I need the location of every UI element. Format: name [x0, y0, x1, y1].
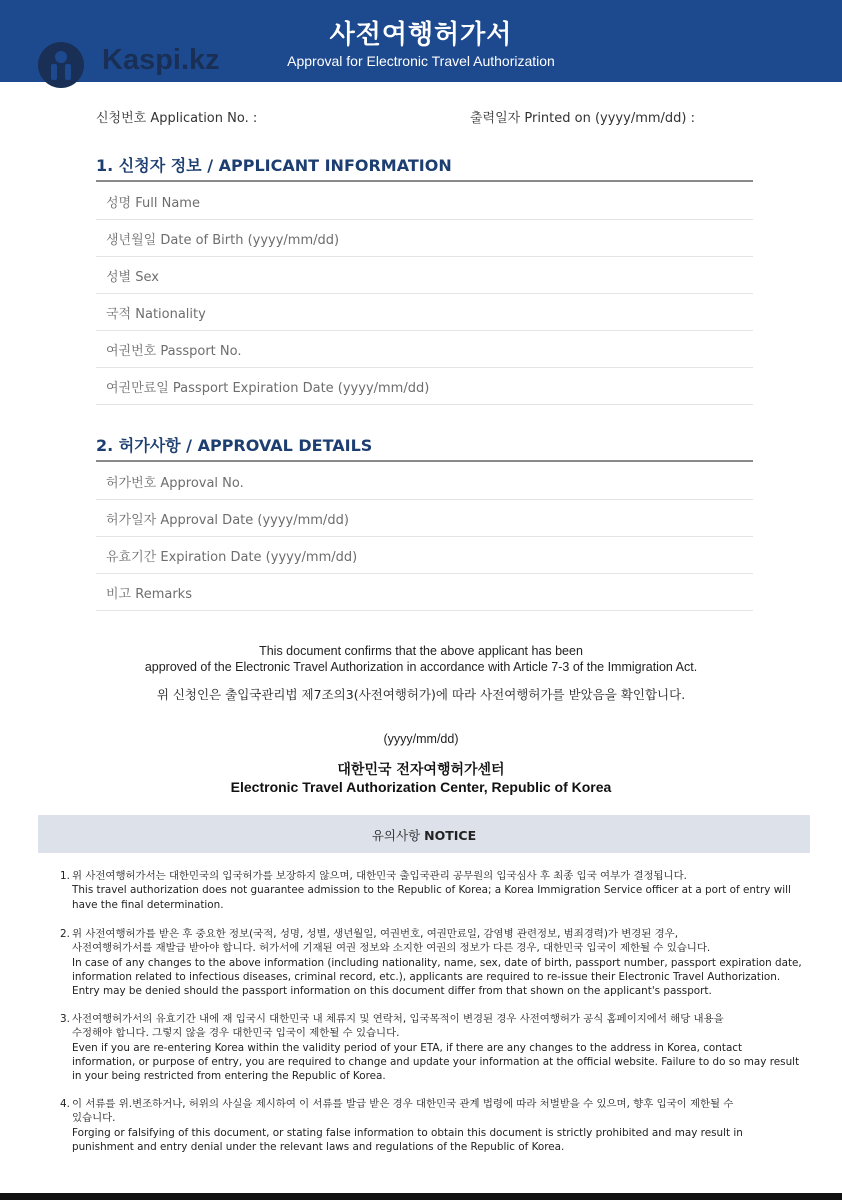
notice-line: information, or purpose of entry, you are required to change and update your information at the official website. Failure to do so may result [72, 1055, 800, 1068]
notice-line: in your being restricted from entering the Republic of Korea. [72, 1070, 386, 1083]
kaspi-logo-icon [36, 40, 86, 94]
field-row-expiration-date [96, 536, 753, 574]
notice-item-text [72, 927, 802, 998]
field-label: 허가일자 Approval Date (yyyy/mm/dd) [106, 513, 349, 528]
field-label: 여권번호 Passport No. [106, 344, 242, 359]
notice-item-text [72, 1097, 790, 1154]
notice-item-number: 2. [60, 928, 70, 940]
confirmation-text-line-1: This document confirms that the above applicant has been [259, 644, 583, 658]
notice-line: 사전여행허가서의 유효기간 내에 재 입국시 대한민국 내 체류지 및 연락처, 입국목적이 변경된 경우 사전여행허가 공식 홈페이지에서 해당 내용을 [72, 1013, 724, 1025]
notice-line: 위 사전여행허가를 받은 후 중요한 정보(국적, 성명, 성별, 생년월일, 여권번호, 여권만료일, 감염병 관련정보, 범죄경력)가 변경된 경우, [72, 928, 679, 940]
field-row-passport-expiration [96, 367, 753, 405]
field-row-passport-no [96, 330, 753, 368]
notice-line: Even if you are re-entering Korea within the validity period of your ETA, if there are any changes to the address in Korea, contact [72, 1041, 743, 1054]
field-row-approval-date [96, 499, 753, 537]
notice-line: 사전여행허가서를 재발급 받아야 합니다. 허가서에 기재된 여권 정보와 소지한 여권의 정보가 다른 경우, 대한민국 입국이 제한될 수 있습니다. [72, 942, 711, 955]
applicant-information-heading: 1. 신청자 정보 / APPLICANT INFORMATION [96, 156, 452, 175]
notice-header-bar [38, 815, 810, 853]
field-row-approval-no [96, 462, 753, 500]
document-title-korean: 사전여행허가서 [329, 20, 513, 50]
notice-line: 수정해야 합니다. 그렇지 않을 경우 대한민국 입국이 제한될 수 있습니다. [72, 1027, 400, 1040]
field-label: 여권만료일 Passport Expiration Date (yyyy/mm/dd) [106, 381, 430, 396]
application-number-label: 신청번호 Application No. : [96, 111, 258, 126]
confirmation-text-korean: 위 신청인은 출입국관리법 제7조의3(사전여행허가)에 따라 사전여행허가를 받았음을 확인합니다. [156, 687, 686, 702]
field-label: 성별 Sex [106, 270, 159, 285]
field-label: 유효기간 Expiration Date (yyyy/mm/dd) [106, 550, 358, 565]
watermark-logo-text: Kaspi.kz [102, 44, 220, 76]
notice-item-number: 4. [60, 1098, 70, 1110]
issue-date-placeholder: (yyyy/mm/dd) [383, 732, 459, 746]
notice-heading [38, 826, 810, 844]
confirmation-text-line-2: approved of the Electronic Travel Authorization in accordance with Article 7-3 of the Immigration Act. [144, 660, 698, 674]
approval-details-heading: 2. 허가사항 / APPROVAL DETAILS [96, 436, 373, 455]
notice-heading-english: NOTICE [424, 828, 477, 843]
field-row-sex [96, 256, 753, 294]
document-title-english: Approval for Electronic Travel Authorization [287, 53, 555, 69]
notice-item-text [72, 1012, 800, 1083]
notice-heading-korean: 유의사항 [371, 828, 421, 843]
printed-on-label: 출력일자 Printed on (yyyy/mm/dd) : [470, 111, 695, 126]
bottom-edge-bar [0, 1193, 842, 1200]
notice-line: 있습니다. [72, 1112, 116, 1125]
notice-line: information related to infectious diseases, criminal record, etc.), applicants are required to re-issue their Electronic Travel Authorization. [72, 970, 781, 983]
notice-line: This travel authorization does not guarantee admission to the Republic of Korea; a Korea Immigration Service officer at a port of entry will [72, 884, 791, 897]
notice-line: 이 서류를 위.변조하거나, 허위의 사실을 제시하여 이 서류를 발급 받은 경우 대한민국 관계 법령에 따라 처벌받을 수 있으며, 향후 입국이 제한될 수 [72, 1098, 734, 1110]
issuing-center-english: Electronic Travel Authorization Center, Republic of Korea [230, 779, 612, 795]
field-row-nationality [96, 293, 753, 331]
field-label: 허가번호 Approval No. [106, 476, 244, 491]
field-label: 성명 Full Name [106, 196, 200, 211]
notice-item-text [72, 869, 790, 912]
issuing-center-korean: 대한민국 전자여행허가센터 [337, 762, 505, 778]
field-row-date-of-birth [96, 219, 753, 257]
notice-line: 위 사전여행허가서는 대한민국의 입국허가를 보장하지 않으며, 대한민국 출입국관리 공무원의 입국심사 후 최종 입국 여부가 결정됩니다. [72, 870, 687, 882]
field-label: 비고 Remarks [106, 587, 192, 602]
field-row-full-name [96, 182, 753, 220]
notice-line: have the final determination. [72, 898, 224, 911]
field-label: 국적 Nationality [106, 307, 206, 322]
notice-item-number: 1. [60, 870, 70, 882]
notice-line: punishment and entry denial under the relevant laws and regulations of the Republic of Korea. [72, 1140, 565, 1153]
notice-line: Entry may be denied should the passport information on this document differ from that shown on the applicant's passport. [72, 985, 712, 998]
field-row-remarks [96, 573, 753, 611]
notice-line: Forging or falsifying of this document, or stating false information to obtain this document is strictly prohibited and may result in [72, 1126, 743, 1139]
field-label: 생년월일 Date of Birth (yyyy/mm/dd) [106, 233, 340, 248]
notice-line: In case of any changes to the above information (including nationality, name, sex, date of birth, passport number, passport expiration date, [72, 956, 802, 969]
notice-item-number: 3. [60, 1013, 70, 1025]
